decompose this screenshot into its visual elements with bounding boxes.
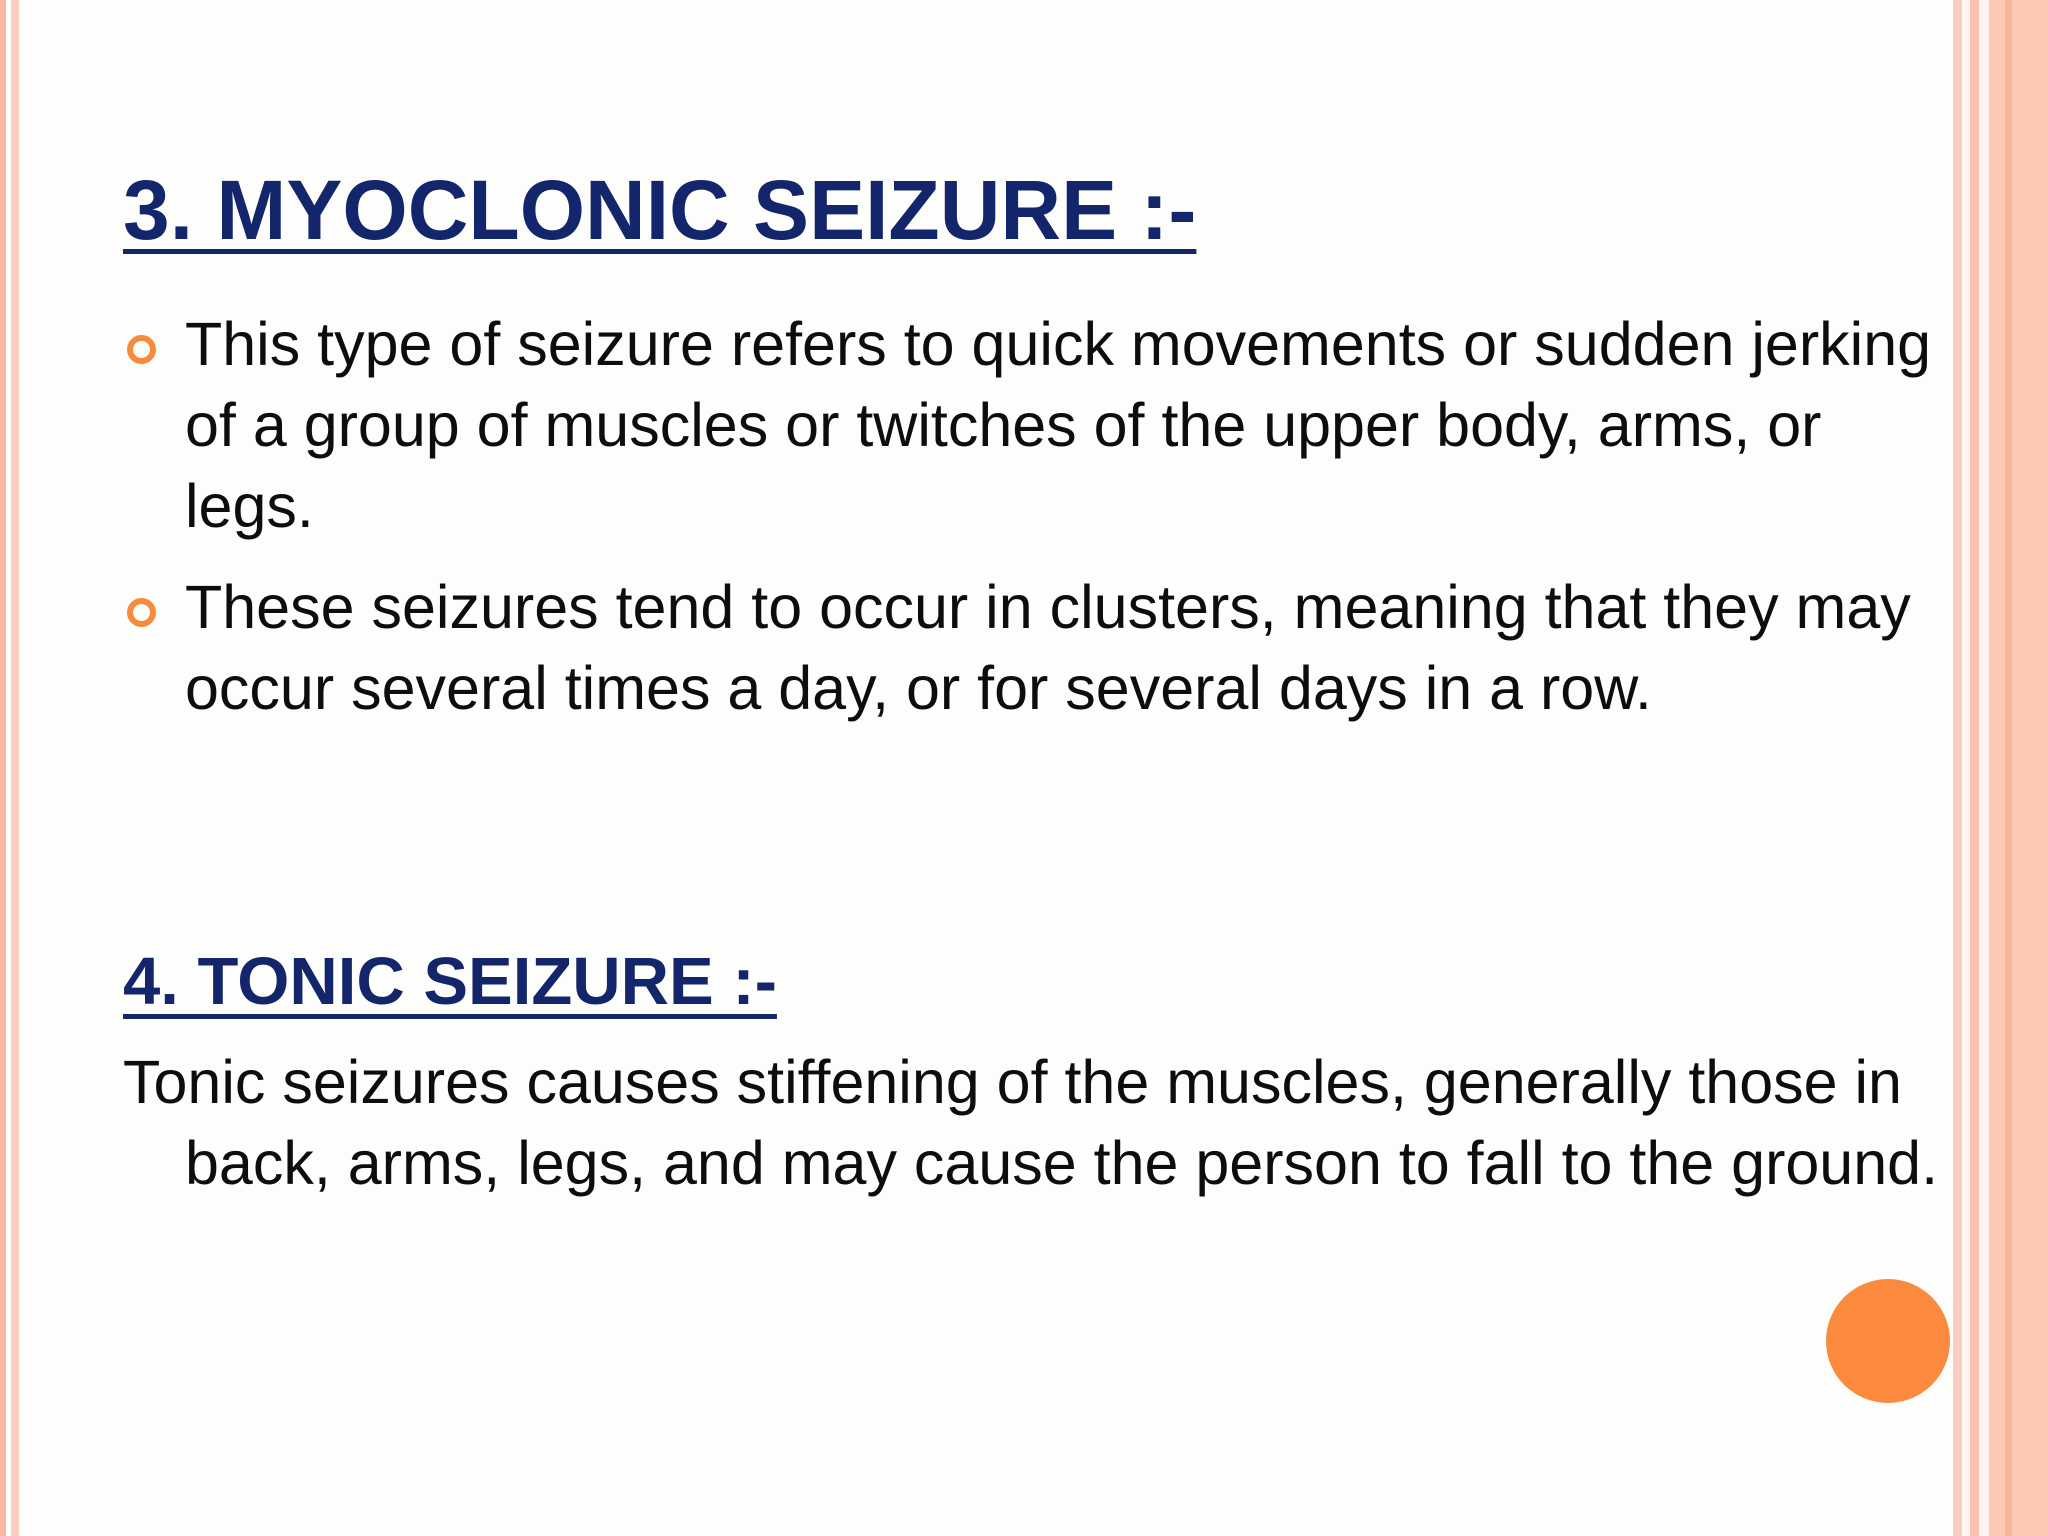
myoclonic-bullet-list (123, 304, 1933, 749)
frame-stripe-right-2 (1962, 0, 1970, 1536)
frame-stripe-right-4 (1979, 0, 1989, 1536)
bullet-item (123, 304, 1933, 547)
bullet-circle-icon (127, 335, 156, 364)
bullet-text: This type of seizure refers to quick movements or sudden jerking of a group of muscles or twitches of the upper body, arms, or legs. (185, 310, 1932, 540)
bullet-circle-icon (127, 598, 156, 627)
bullet-text: These seizures tend to occur in clusters, meaning that they may occur several times a day, or for several days in a row. (185, 573, 1911, 722)
frame-stripe-right-5 (1989, 0, 2048, 1536)
decorative-orange-circle-icon (1826, 1279, 1950, 1403)
frame-stripe-left-inner (11, 0, 19, 1536)
tonic-seizure-heading: 4. TONIC SEIZURE :- (123, 944, 777, 1019)
frame-stripe-right-3 (1970, 0, 1979, 1536)
frame-stripe-right-1 (1953, 0, 1962, 1536)
frame-stripe-left-outer (0, 0, 6, 1536)
frame-stripe-right-6 (2005, 0, 2012, 1536)
myoclonic-seizure-heading: 3. MYOCLONIC SEIZURE :- (123, 163, 1197, 257)
bullet-item (123, 567, 1933, 729)
tonic-seizure-paragraph: Tonic seizures causes stiffening of the muscles, generally those in back, arms, legs, and may cause the person to fall to the ground. (123, 1048, 1939, 1197)
